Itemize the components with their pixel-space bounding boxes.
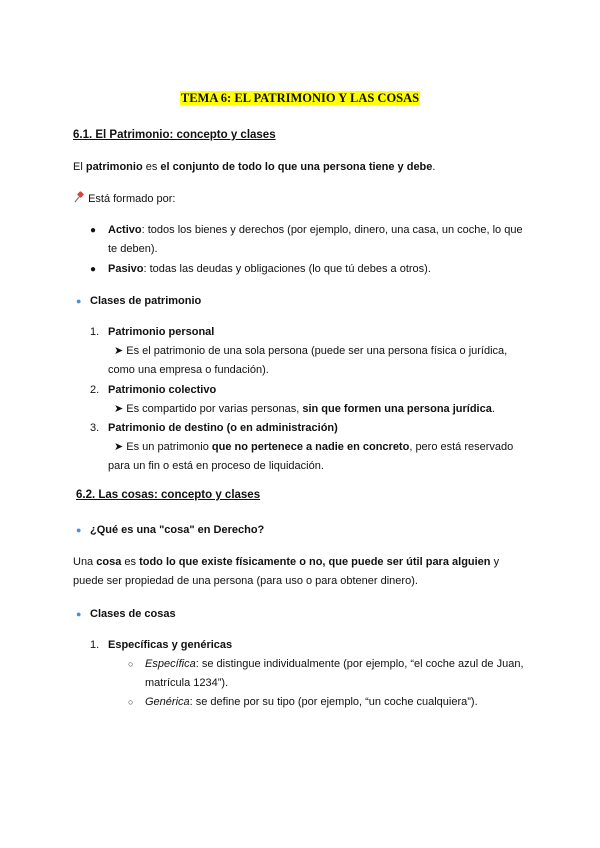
que-es-cosa-heading: ¿Qué es una "cosa" en Derecho?	[90, 524, 265, 536]
list-number: 1.	[90, 326, 100, 338]
list-number: 2.	[90, 384, 100, 396]
list-number: 1.	[90, 639, 100, 651]
pushpin-icon	[73, 191, 85, 203]
document-title: TEMA 6: EL PATRIMONIO Y LAS COSAS	[180, 91, 420, 105]
generica-item: Genérica: se define por su tipo (por ejemplo, “un coche cualquiera”).	[145, 696, 478, 708]
cosa-definition: Una cosa es todo lo que existe físicamente o no, que puede ser útil para alguien y puede ser propiedad de una persona (para uso o para obtener dinero).	[73, 556, 500, 587]
patrimonio-definition: El patrimonio es el conjunto de todo lo que una persona tiene y debe.	[73, 161, 436, 173]
especifica-item: Específica: se distingue individualmente (por ejemplo, “el coche azul de Juan, matrícula 1234”).	[145, 658, 524, 689]
clases-patrimonio-heading: Clases de patrimonio	[90, 295, 202, 307]
patrimonio-destino-title: Patrimonio de destino (o en administración)	[108, 422, 338, 434]
section-heading-6-2: 6.2. Las cosas: concepto y clases	[76, 489, 261, 501]
patrimonio-personal-title: Patrimonio personal	[108, 326, 215, 338]
patrimonio-colectivo-title: Patrimonio colectivo	[108, 384, 217, 396]
pasivo-item: Pasivo: todas las deudas y obligaciones (lo que tú debes a otros).	[108, 263, 431, 275]
formed-by-line: Está formado por:	[73, 190, 176, 209]
list-number: 3.	[90, 422, 100, 434]
section-heading-6-1: 6.1. El Patrimonio: concepto y clases	[73, 129, 276, 141]
blue-bullet: ●	[76, 525, 82, 535]
list-bullet: ●	[90, 264, 97, 275]
clases-cosas-heading: Clases de cosas	[90, 608, 176, 620]
blue-bullet: ●	[76, 609, 82, 619]
especificas-genericas-title: Específicas y genéricas	[108, 639, 233, 651]
patrimonio-personal-text: ➤ Es el patrimonio de una sola persona (puede ser una persona física o jurídica, como una empresa o fundación).	[108, 345, 508, 376]
sub-bullet: ○	[128, 659, 134, 669]
sub-bullet: ○	[128, 697, 134, 707]
activo-item: Activo: todos los bienes y derechos (por ejemplo, dinero, una casa, un coche, lo que te deben).	[108, 224, 523, 255]
patrimonio-colectivo-text: ➤ Es compartido por varias personas, sin que formen una persona jurídica.	[114, 403, 495, 415]
blue-bullet: ●	[76, 296, 82, 306]
patrimonio-destino-text: ➤ Es un patrimonio que no pertenece a nadie en concreto, pero está reservado para un fin o está en proceso de liquidación.	[108, 441, 514, 472]
list-bullet: ●	[90, 225, 97, 236]
